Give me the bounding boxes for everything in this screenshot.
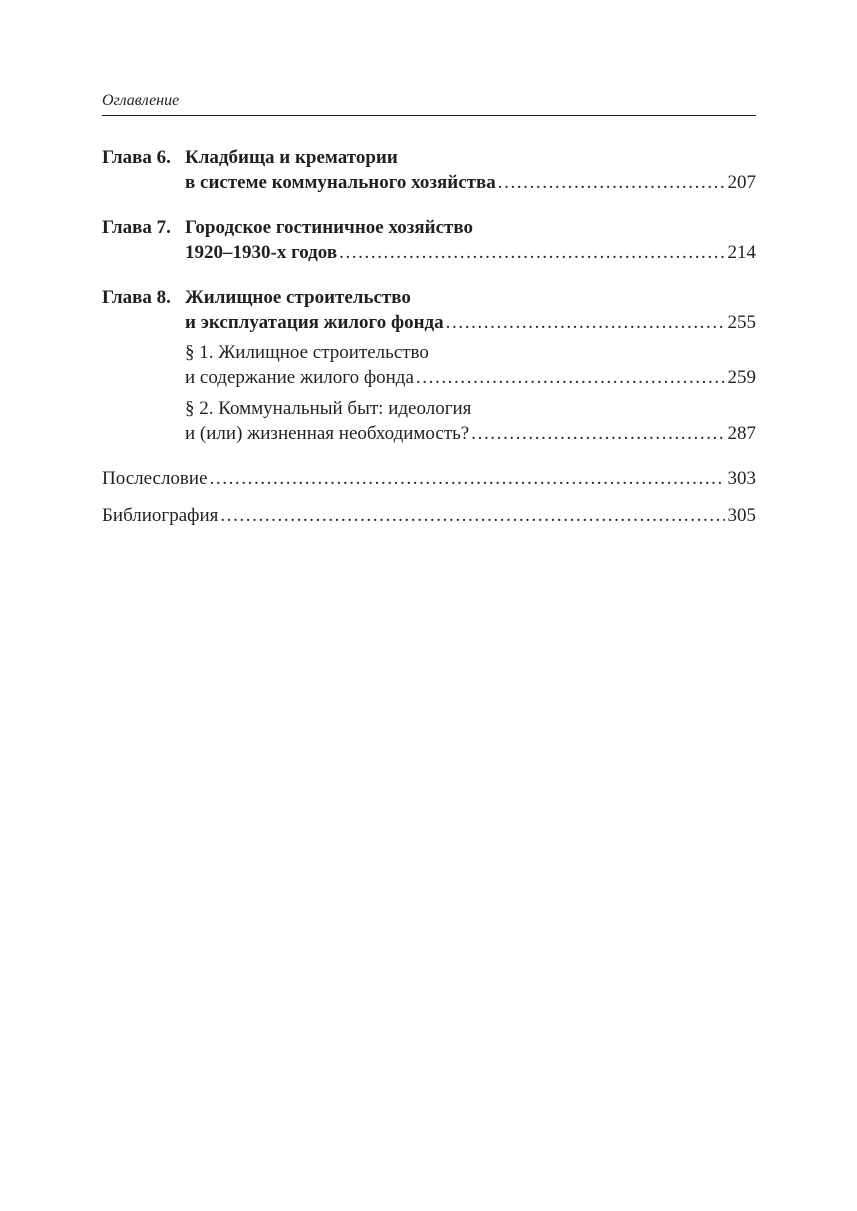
- toc-chapter-6[interactable]: [102, 145, 756, 195]
- chapter-title-line1: Городское гостиничное хозяйство: [185, 217, 474, 238]
- chapter-title-row: [185, 310, 756, 335]
- page-number: 305: [727, 505, 756, 526]
- section-title-line2: и содержание жилого фонда: [185, 367, 414, 388]
- chapter-title-line2: и эксплуатация жилого фонда: [185, 312, 444, 333]
- chapter-label: Глава 8.: [102, 287, 171, 308]
- toc-afterword[interactable]: [102, 466, 756, 491]
- page-number: 303: [727, 468, 756, 489]
- page-number: 287: [727, 423, 756, 444]
- dot-leader: [446, 310, 725, 335]
- toc-chapter-7[interactable]: [102, 215, 756, 265]
- chapter-title-line1: Кладбища и крематории: [185, 147, 398, 168]
- dot-leader: [416, 365, 725, 390]
- table-of-contents: [102, 145, 756, 540]
- page-number: 255: [727, 312, 756, 333]
- dot-leader: [498, 170, 725, 195]
- section-title-row: [185, 365, 756, 390]
- toc-bibliography[interactable]: [102, 503, 756, 528]
- chapter-title-row: [185, 240, 756, 265]
- page-number: 214: [727, 242, 756, 263]
- chapter-body: [185, 215, 756, 265]
- toc-section-2[interactable]: [185, 396, 756, 446]
- running-head: Оглавление: [102, 91, 756, 116]
- chapter-title-line2: в системе коммунального хозяйства: [185, 172, 496, 193]
- toc-entry-title: Послесловие: [102, 468, 208, 489]
- dot-leader: [210, 466, 725, 491]
- dot-leader: [471, 421, 724, 446]
- section-title-line1: § 1. Жилищное строительство: [185, 342, 429, 363]
- toc-chapter-8[interactable]: [102, 285, 756, 446]
- chapter-body: [185, 145, 756, 195]
- toc-entry-title: Библиография: [102, 505, 219, 526]
- chapter-label: Глава 6.: [102, 147, 171, 168]
- chapter-title-line2: 1920–1930-х годов: [185, 242, 338, 263]
- dot-leader: [339, 240, 724, 265]
- chapter-title-line1: Жилищное строительство: [185, 287, 411, 308]
- section-title-line1: § 2. Коммунальный быт: идеология: [185, 398, 472, 419]
- page-number: 207: [727, 172, 756, 193]
- section-title-row: [185, 421, 756, 446]
- dot-leader: [220, 503, 724, 528]
- toc-section-1[interactable]: [185, 340, 756, 390]
- chapter-label: Глава 7.: [102, 217, 171, 238]
- page-number: 259: [727, 367, 756, 388]
- chapter-title-row: [185, 170, 756, 195]
- chapter-body: [185, 285, 756, 446]
- section-title-line2: и (или) жизненная необходимость?: [185, 423, 470, 444]
